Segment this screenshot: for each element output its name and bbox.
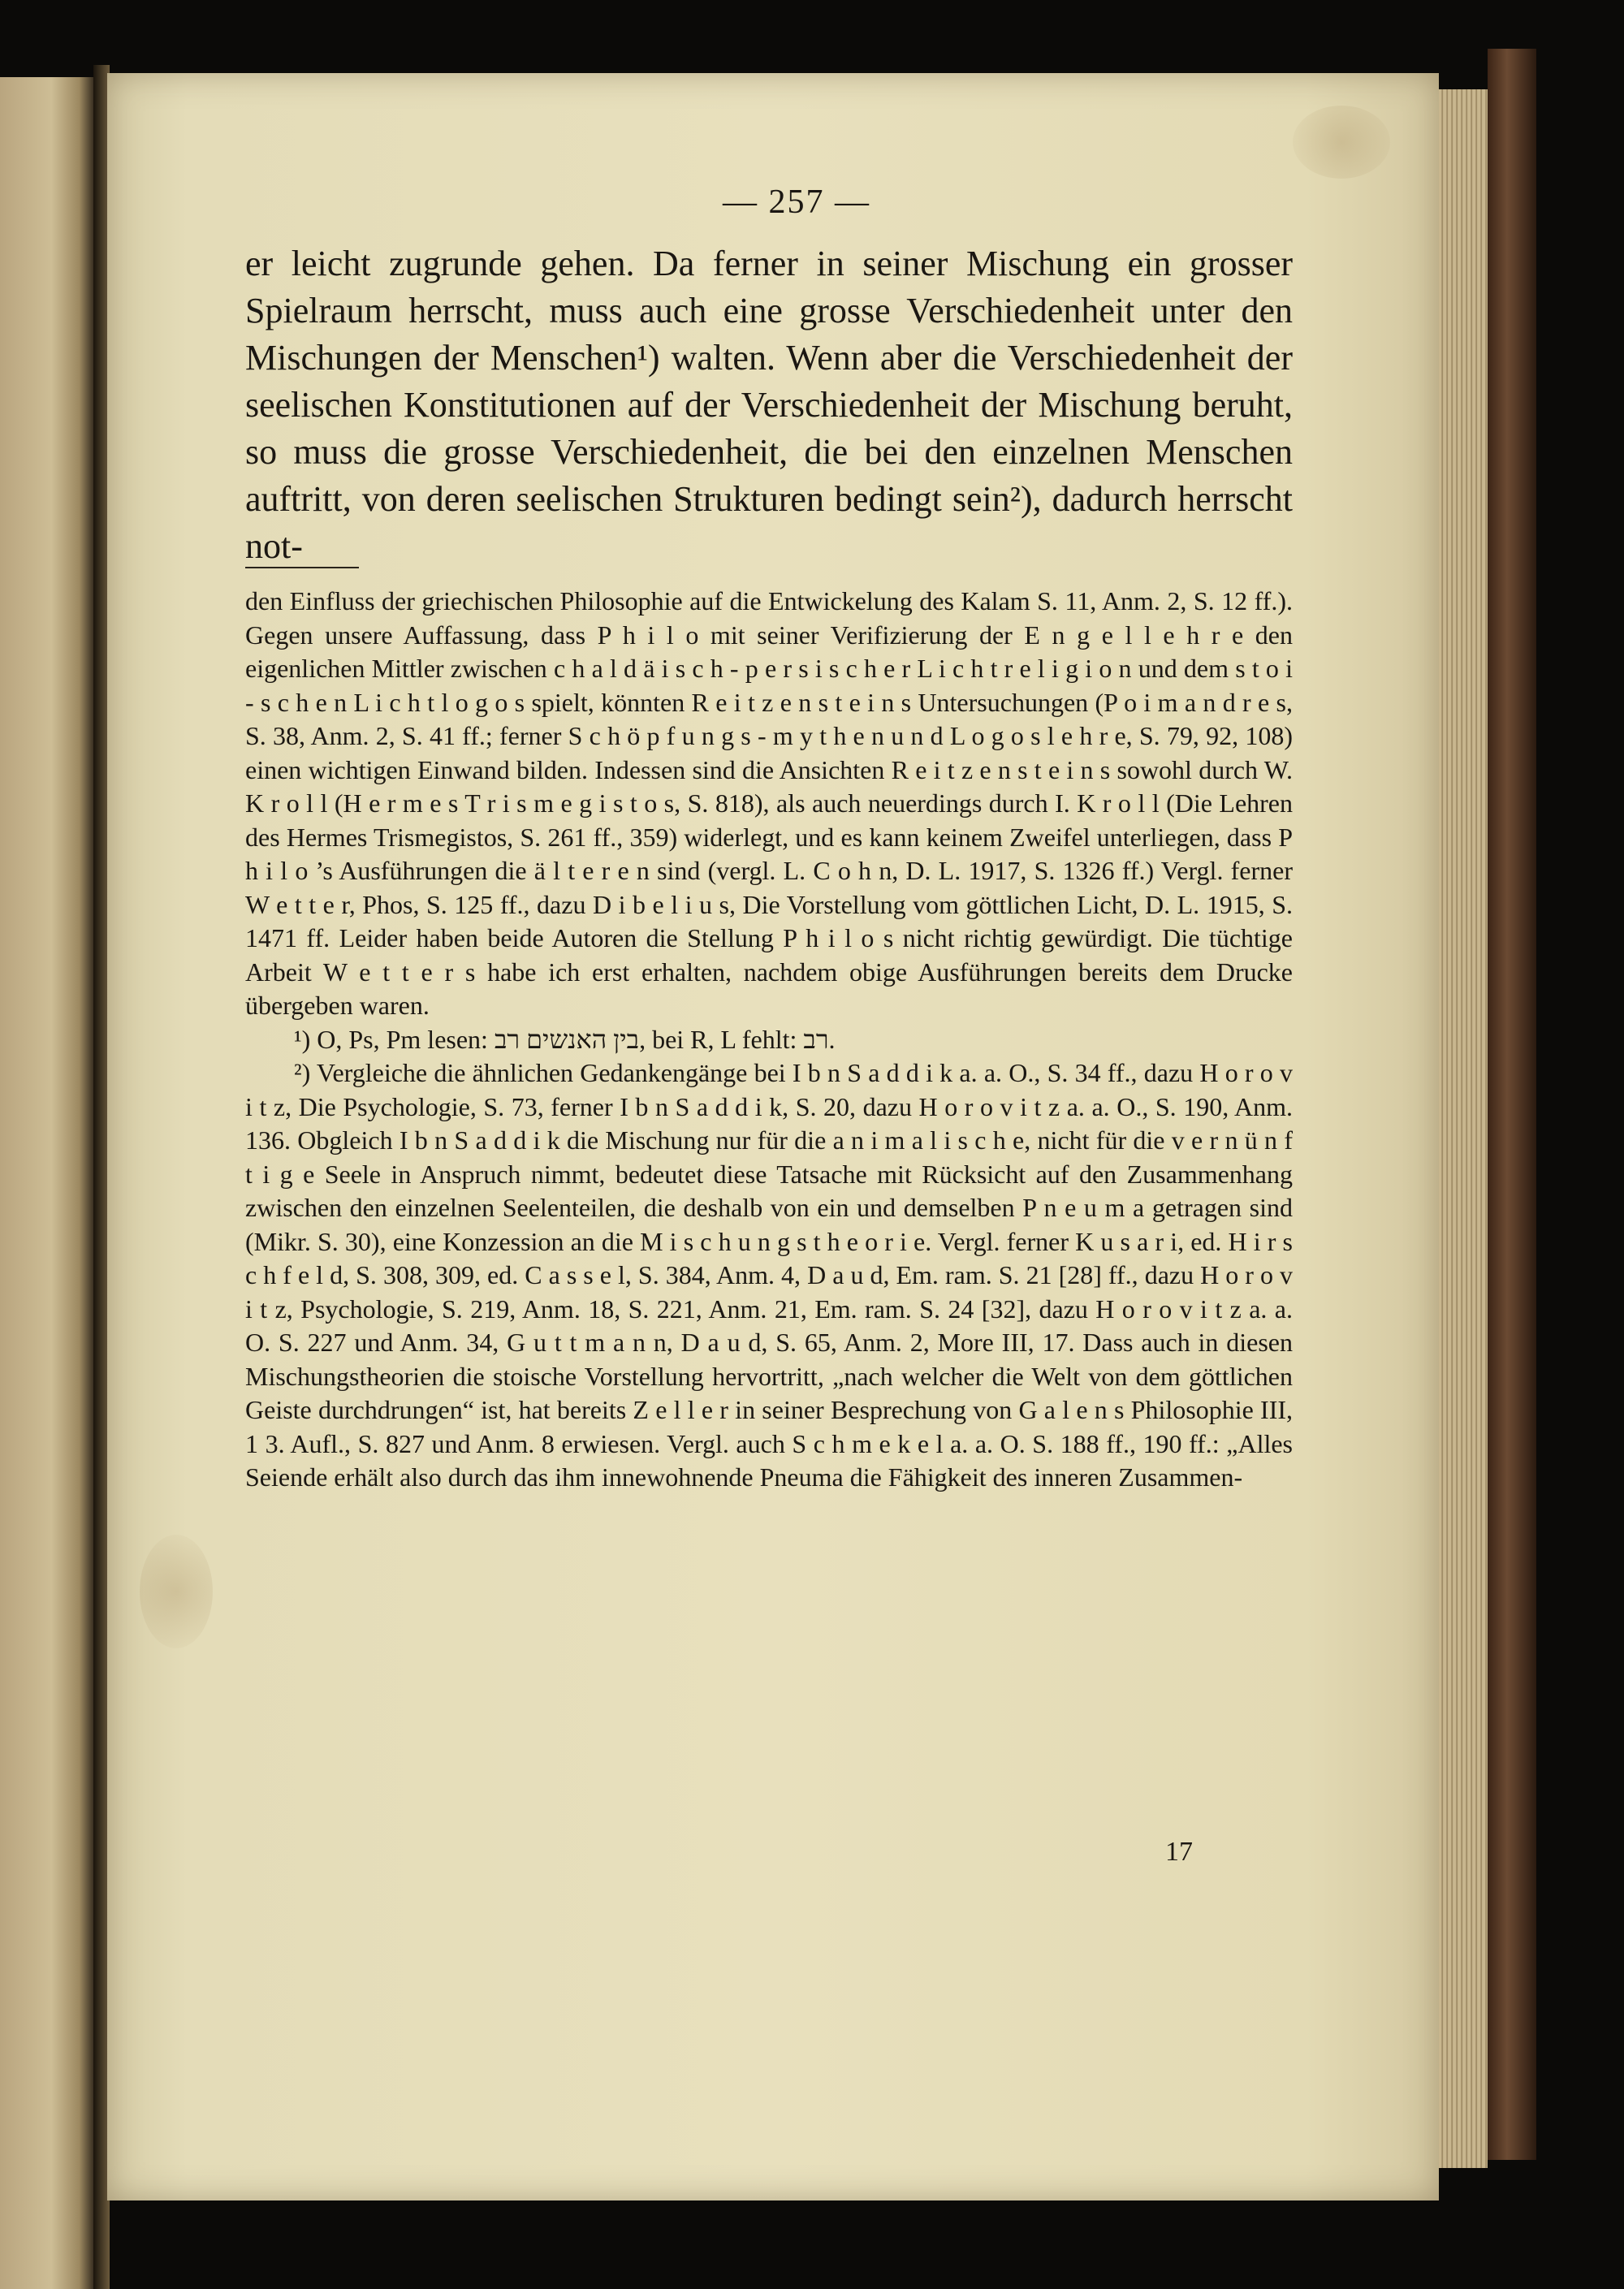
footnote-rule [245,567,359,568]
paper-stain [140,1535,213,1648]
left-page-edge [0,77,98,2289]
footnotes [245,585,1293,1495]
main-text: er leicht zugrunde gehen. Da ferner in seiner Mischung ein grosser Spielraum herrscht, muss auch eine grosse Verschiedenheit unter den Mischungen der Menschen¹) walten. Wenn aber die Verschiedenheit der seelischen Konstitutionen auf der Verschiedenheit der Mischung beruht, so muss die grosse Verschiedenheit, die bei den einzelnen Menschen auftritt, von deren seelischen Strukturen bedingt sein²), dadurch herrscht not- [245,244,1293,566]
page-number: — 257 — [723,184,870,221]
footnote-2: ²) Vergleiche die ähnlichen Gedankengänge bei I b n S a d d i k a. a. O., S. 34 ff., dazu H o r o v i t z, Die Psychologie, S. 73, ferner I b n S a d d i k, S. 20, dazu H o r o v i t z a. a. O., S. 190, Anm. 136. Obgleich I b n S a d d i k die Mischung nur für die a n i m a l i s c h e, nicht für die v e r n ü n f t i g e Seele in Anspruch nimmt, bedeutet diese Tatsache mit Rücksicht auf den Zusammenhang zwischen den einzelnen Seelenteilen, die deshalb von ein und demselben P n e u m a getragen sind (Mikr. S. 30), eine Konzession an die M i s c h u n g s t h e o r i e. Vergl. ferner K u s a r i, ed. H i r s c h f e l d, S. 308, 309, ed. C a s s e l, S. 384, Anm. 4, D a u d, Em. ram. S. 21 [28] ff., dazu H o r o v i t z, Psychologie, S. 219, Anm. 18, S. 221, Anm. 21, Em. ram. S. 24 [32], dazu H o r o v i t z a. a. O. S. 227 und Anm. 34, G u t t m a n n, D a u d, S. 65, Anm. 2, More III, 17. Dass auch in diesen Mischungstheorien die stoische Vorstellung hervortritt, „nach welcher die Welt von dem göttlichen Geiste durchdrungen“ ist, hat bereits Z e l l e r in seiner Besprechung von G a l e n s Philosophie III, 1 3. Aufl., S. 827 und Anm. 8 erwiesen. Vergl. auch S c h m e k e l a. a. O. S. 188 ff., 190 ff.: „Alles Seiende erhält also durch das ihm innewohnende Pneuma die Fähigkeit des inneren Zusammen- [245,1058,1293,1492]
book-page [107,73,1439,2200]
page-fore-edge [1439,89,1488,2168]
footnote-continuation: den Einfluss der griechischen Philosophie auf die Entwickelung des Kalam S. 11, Anm. 2, S. 12 ff.). Gegen unsere Auffassung, dass P h i l o mit seiner Verifizierung der E n g e l l e h r e den eigenlichen Mittler zwischen c h a l d ä i s c h - p e r s i s c h e r L i c h t r e l i g i o n und dem s t o i - s c h e n L i c h t l o g o s spielt, könnten R e i t z e n s t e i n s Untersuchungen (P o i m a n d r e s, S. 38, Anm. 2, S. 41 ff.; ferner S c h ö p f u n g s - m y t h e n u n d L o g o s l e h r e, S. 79, 92, 108) einen wichtigen Einwand bilden. Indessen sind die Ansichten R e i t z e n s t e i n s sowohl durch W. K r o l l (H e r m e s T r i s m e g i s t o s, S. 818), als auch neuerdings durch I. K r o l l (Die Lehren des Hermes Trismegistos, S. 261 ff., 359) widerlegt, und es kann keinem Zweifel unterliegen, dass P h i l o ’s Ausführungen die ä l t e r e n sind (vergl. L. C o h n, D. L. 1917, S. 1326 ff.) Vergl. ferner W e t t e r, Phos, S. 125 ff., dazu D i b e l i u s, Die Vorstellung vom göttlichen Licht, D. L. 1915, S. 1471 ff. Leider haben beide Autoren die Stellung P h i l o s nicht richtig gewürdigt. Die tüchtige Arbeit W e t t e r s habe ich erst erhalten, nachdem obige Ausführungen bereits dem Drucke übergeben waren. [245,586,1293,1020]
book-cover-edge [1488,49,1536,2160]
footnote-1: ¹) O, Ps, Pm lesen: בין האנשים רב, bei R, L fehlt: רב. [294,1024,836,1054]
paper-stain [1293,106,1390,179]
signature-mark: 17 [1165,1837,1193,1867]
